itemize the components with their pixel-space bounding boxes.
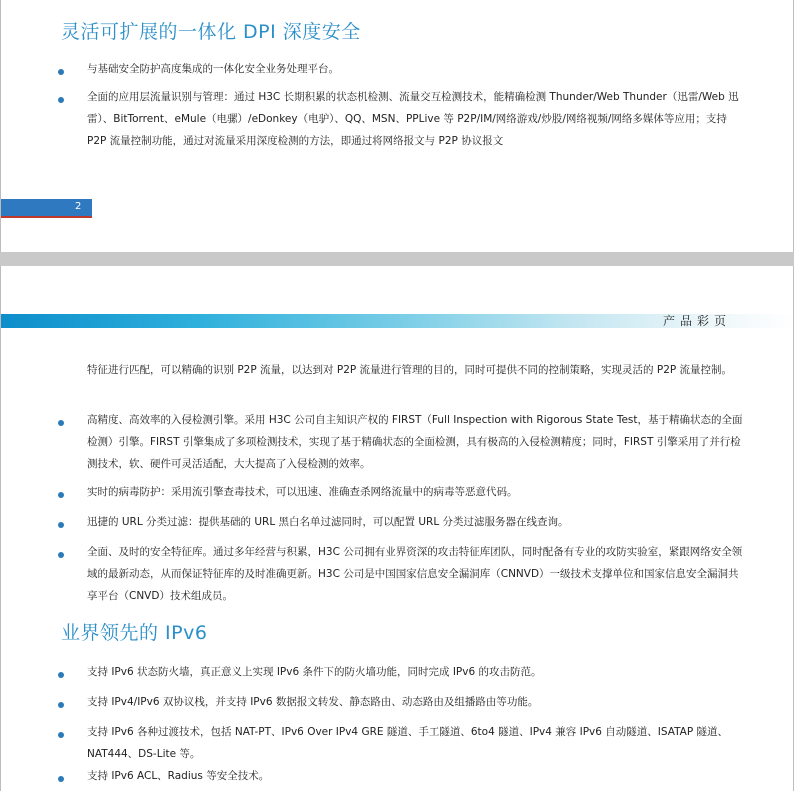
section-heading-dpi: 灵活可扩展的一体化 DPI 深度安全 xyxy=(61,21,361,43)
list-item: 支持 IPv6 ACL、Radius 等安全技术。 xyxy=(87,770,270,782)
section-heading-ipv6: 业界领先的 IPv6 xyxy=(61,622,208,644)
header-label: 产品彩页 xyxy=(663,314,732,328)
list-item: 支持 IPv6 各种过渡技术，包括 NAT-PT、IPv6 Over IPv4 GRE 隧道、手工隧道、6to4 隧道、IPv4 兼容 IPv6 自动隧道、ISATAP 隧道、NAT444、DS-Lite 等。 xyxy=(87,726,729,760)
document-page-1 xyxy=(0,0,794,252)
bullet-icon xyxy=(58,420,64,426)
page-separator xyxy=(0,252,794,266)
bullet-icon xyxy=(58,672,64,678)
list-item: 支持 IPv6 状态防火墙，真正意义上实现 IPv6 条件下的防火墙功能，同时完成 IPv6 的攻击防范。 xyxy=(87,666,542,678)
document-page-2 xyxy=(0,266,794,791)
bullet-icon xyxy=(58,732,64,738)
bullet-icon xyxy=(58,522,64,528)
list-item: 与基础安全防护高度集成的一体化安全业务处理平台。 xyxy=(87,63,339,75)
list-item: 迅捷的 URL 分类过滤：提供基础的 URL 黑白名单过滤同时，可以配置 URL 分类过滤服务器在线查询。 xyxy=(87,516,569,528)
bullet-icon xyxy=(58,776,64,782)
list-item: 全面、及时的安全特征库。通过多年经营与积累，H3C 公司拥有业界资深的攻击特征库团队，同时配备有专业的攻防实验室，紧跟网络安全领域的最新动态，从而保证特征库的及时准确更新。H3C 公司是中国国家信息安全漏洞库（CNNVD）一级技术支撑单位和国家信息安全漏洞共享平台（CNVD）技术组成员。 xyxy=(87,546,743,602)
list-item: 高精度、高效率的入侵检测引擎。采用 H3C 公司自主知识产权的 FIRST（Full Inspection with Rigorous State Test，基于精确状态的全面检测）引擎。FIRST 引擎集成了多项检测技术，实现了基于精确状态的全面检测，具有极高的入侵检测精度；同时，FIRST 引擎采用了并行检测技术，软、硬件可灵活适配，大大提高了入侵检测的效率。 xyxy=(87,414,743,470)
list-item: 全面的应用层流量识别与管理：通过 H3C 长期积累的状态机检测、流量交互检测技术，能精确检测 Thunder/Web Thunder（迅雷/Web 迅雷）、BitTorrent、eMule（电骡）/eDonkey（电驴）、QQ、MSN、PPLive 等 P2P/IM/网络游戏/炒股/网络视频/网络多媒体等应用；支持 P2P 流量控制功能，通过对流量采用深度检测的方法，即通过将网络报文与 P2P 协议报文 xyxy=(87,91,739,147)
bullet-icon xyxy=(58,97,64,103)
bullet-icon xyxy=(58,69,64,75)
bullet-icon xyxy=(58,492,64,498)
list-item: 支持 IPv4/IPv6 双协议栈，并支持 IPv6 数据报文转发、静态路由、动态路由及组播路由等功能。 xyxy=(87,696,539,708)
page-number: 2 xyxy=(75,201,82,212)
continuation-paragraph: 特征进行匹配，可以精确的识别 P2P 流量，以达到对 P2P 流量进行管理的目的，同时可提供不同的控制策略，实现灵活的 P2P 流量控制。 xyxy=(87,364,733,376)
page-number-underline xyxy=(1,216,92,218)
bullet-icon xyxy=(58,552,64,558)
list-item: 实时的病毒防护：采用流引擎查毒技术，可以迅速、准确查杀网络流量中的病毒等恶意代码。 xyxy=(87,486,518,498)
bullet-icon xyxy=(58,702,64,708)
